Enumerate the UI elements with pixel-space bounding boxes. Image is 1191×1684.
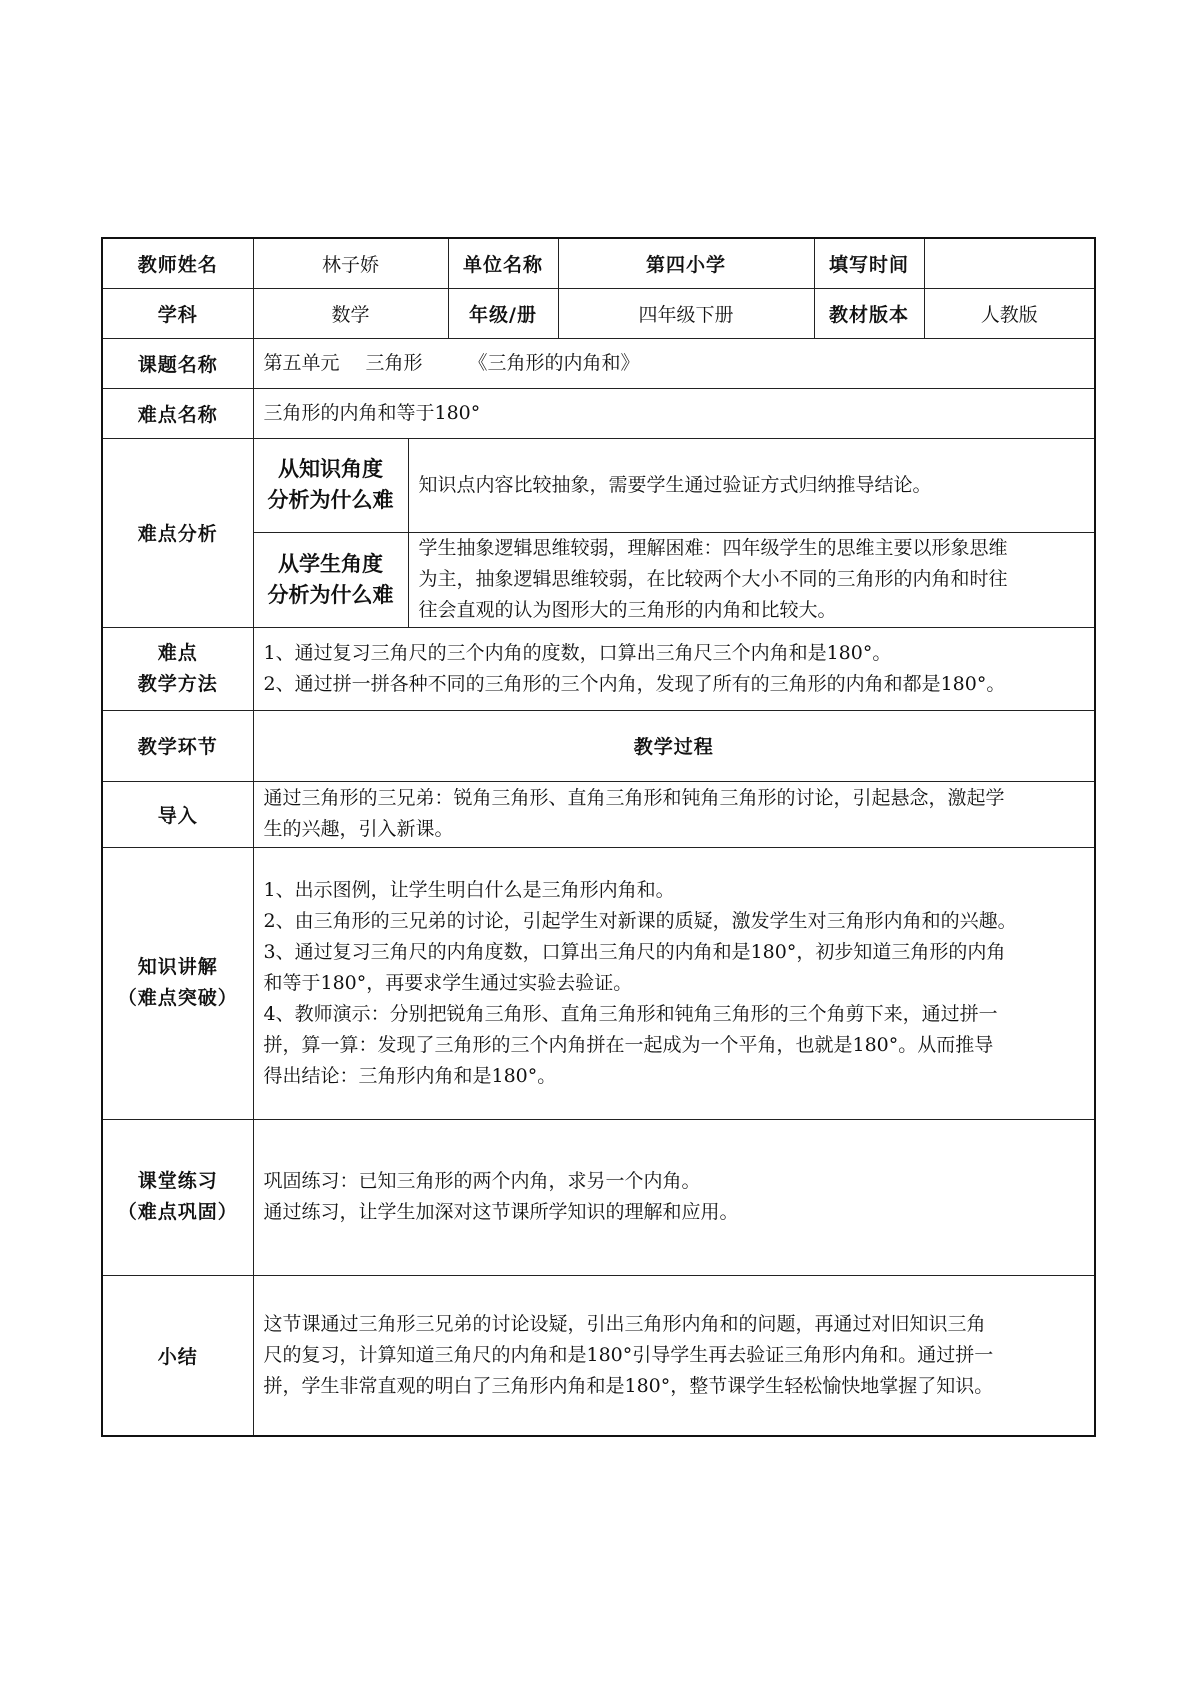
explain-text [253,847,1095,1119]
teacher-label: 教师姓名 [102,238,253,288]
intro-row [102,781,1095,847]
method-text [253,627,1095,710]
summary-line-3: 拼，学生非常直观的明白了三角形内角和是180°，整节课学生轻松愉快地掌握了知识。 [263,1374,994,1397]
practice-label-line-1: 课堂练习 [137,1170,218,1192]
knowledge-angle-text: 知识点内容比较抽象，需要学生通过验证方式归纳推导结论。 [408,438,1095,532]
summary-text [253,1275,1095,1436]
header-row-2 [102,288,1095,338]
explain-line-7: 得出结论：三角形内角和是180°。 [263,1064,557,1087]
explain-label-line-1: 知识讲解 [137,956,218,978]
topic-label: 课题名称 [102,338,253,388]
knowledge-label-line-2: 分析为什么难 [267,488,394,512]
practice-label-line-2: （难点巩固） [117,1201,238,1223]
header-row-1 [102,238,1095,288]
explain-line-5: 4、教师演示：分别把锐角三角形、直角三角形和钝角三角形的三个角剪下来，通过拼一 [263,1002,998,1025]
method-label [102,627,253,710]
difficulty-value: 三角形的内角和等于180° [253,388,1095,438]
difficulty-label: 难点名称 [102,388,253,438]
knowledge-angle-label [253,438,408,532]
student-text-line-1: 学生抽象逻辑思维较弱，理解困难：四年级学生的思维主要以形象思维 [418,537,1008,559]
unit-name: 第四小学 [558,238,814,288]
process-header: 教学过程 [253,710,1095,781]
summary-label: 小结 [102,1275,253,1436]
practice-row [102,1119,1095,1275]
student-label-line-1: 从学生角度 [278,551,383,576]
method-line-1: 1、通过复习三角尺的三个内角的度数，口算出三角尺三个内角和是180°。 [263,641,892,664]
intro-label: 导入 [102,781,253,847]
student-label-line-2: 分析为什么难 [267,582,394,607]
analysis-label: 难点分析 [102,438,253,627]
student-angle-label [253,532,408,627]
student-angle-text [408,532,1095,627]
method-line-2: 2、通过拼一拼各种不同的三角形的三个内角，发现了所有的三角形的内角和都是180°。 [263,672,1006,695]
summary-line-2: 尺的复习，计算知道三角尺的内角和是180°引导学生再去验证三角形内角和。通过拼一 [263,1343,994,1366]
student-text-line-2: 为主，抽象逻辑思维较弱，在比较两个大小不同的三角形的内角和时往 [418,568,1008,590]
date-value [924,238,1095,288]
practice-line-1: 巩固练习：已知三角形的两个内角，求另一个内角。 [263,1170,701,1192]
summary-row [102,1275,1095,1436]
explain-line-1: 1、出示图例，让学生明白什么是三角形内角和。 [263,878,675,901]
explain-line-2: 2、由三角形的三兄弟的讨论，引起学生对新课的质疑，激发学生对三角形内角和的兴趣。 [263,909,1017,932]
teacher-name: 林子娇 [253,238,448,288]
knowledge-label-line-1: 从知识角度 [278,457,383,481]
practice-line-2: 通过练习，让学生加深对这节课所学知识的理解和应用。 [263,1201,739,1223]
explain-line-3: 3、通过复习三角尺的内角度数，口算出三角尺的内角和是180°，初步知道三角形的内角 [263,940,1006,963]
grade-value: 四年级下册 [558,288,814,338]
method-row [102,627,1095,710]
explain-row [102,847,1095,1119]
topic-chapter: 三角形 [365,351,423,374]
edition-label: 教材版本 [814,288,924,338]
analysis-knowledge-row [102,438,1095,532]
explain-label-line-2: （难点突破） [117,987,238,1009]
subject-label: 学科 [102,288,253,338]
explain-label [102,847,253,1119]
grade-label: 年级/册 [448,288,558,338]
topic-row [102,338,1095,388]
date-label: 填写时间 [814,238,924,288]
topic-value [253,338,1095,388]
process-label: 教学环节 [102,710,253,781]
edition-value: 人教版 [924,288,1095,338]
process-header-row [102,710,1095,781]
method-label-line-2: 教学方法 [137,672,218,695]
practice-label [102,1119,253,1275]
explain-line-6: 拼，算一算：发现了三角形的三个内角拼在一起成为一个平角，也就是180°。从而推导 [263,1033,994,1056]
intro-text [253,781,1095,847]
topic-title: 《三角形的内角和》 [468,351,640,374]
practice-text [253,1119,1095,1275]
method-label-line-1: 难点 [157,641,198,664]
student-text-line-3: 往会直观的认为图形大的三角形的内角和比较大。 [418,599,837,621]
summary-line-1: 这节课通过三角形三兄弟的讨论设疑，引出三角形内角和的问题，再通过对旧知识三角 [263,1312,986,1335]
intro-line-2: 生的兴趣，引入新课。 [263,818,454,840]
explain-line-4: 和等于180°，再要求学生通过实验去验证。 [263,971,633,994]
intro-line-1: 通过三角形的三兄弟：锐角三角形、直角三角形和钝角三角形的讨论，引起悬念，激起学 [263,787,1005,809]
lesson-plan-table [101,237,1096,1437]
unit-label: 单位名称 [448,238,558,288]
subject-value: 数学 [253,288,448,338]
difficulty-row [102,388,1095,438]
topic-unit: 第五单元 [263,351,340,374]
